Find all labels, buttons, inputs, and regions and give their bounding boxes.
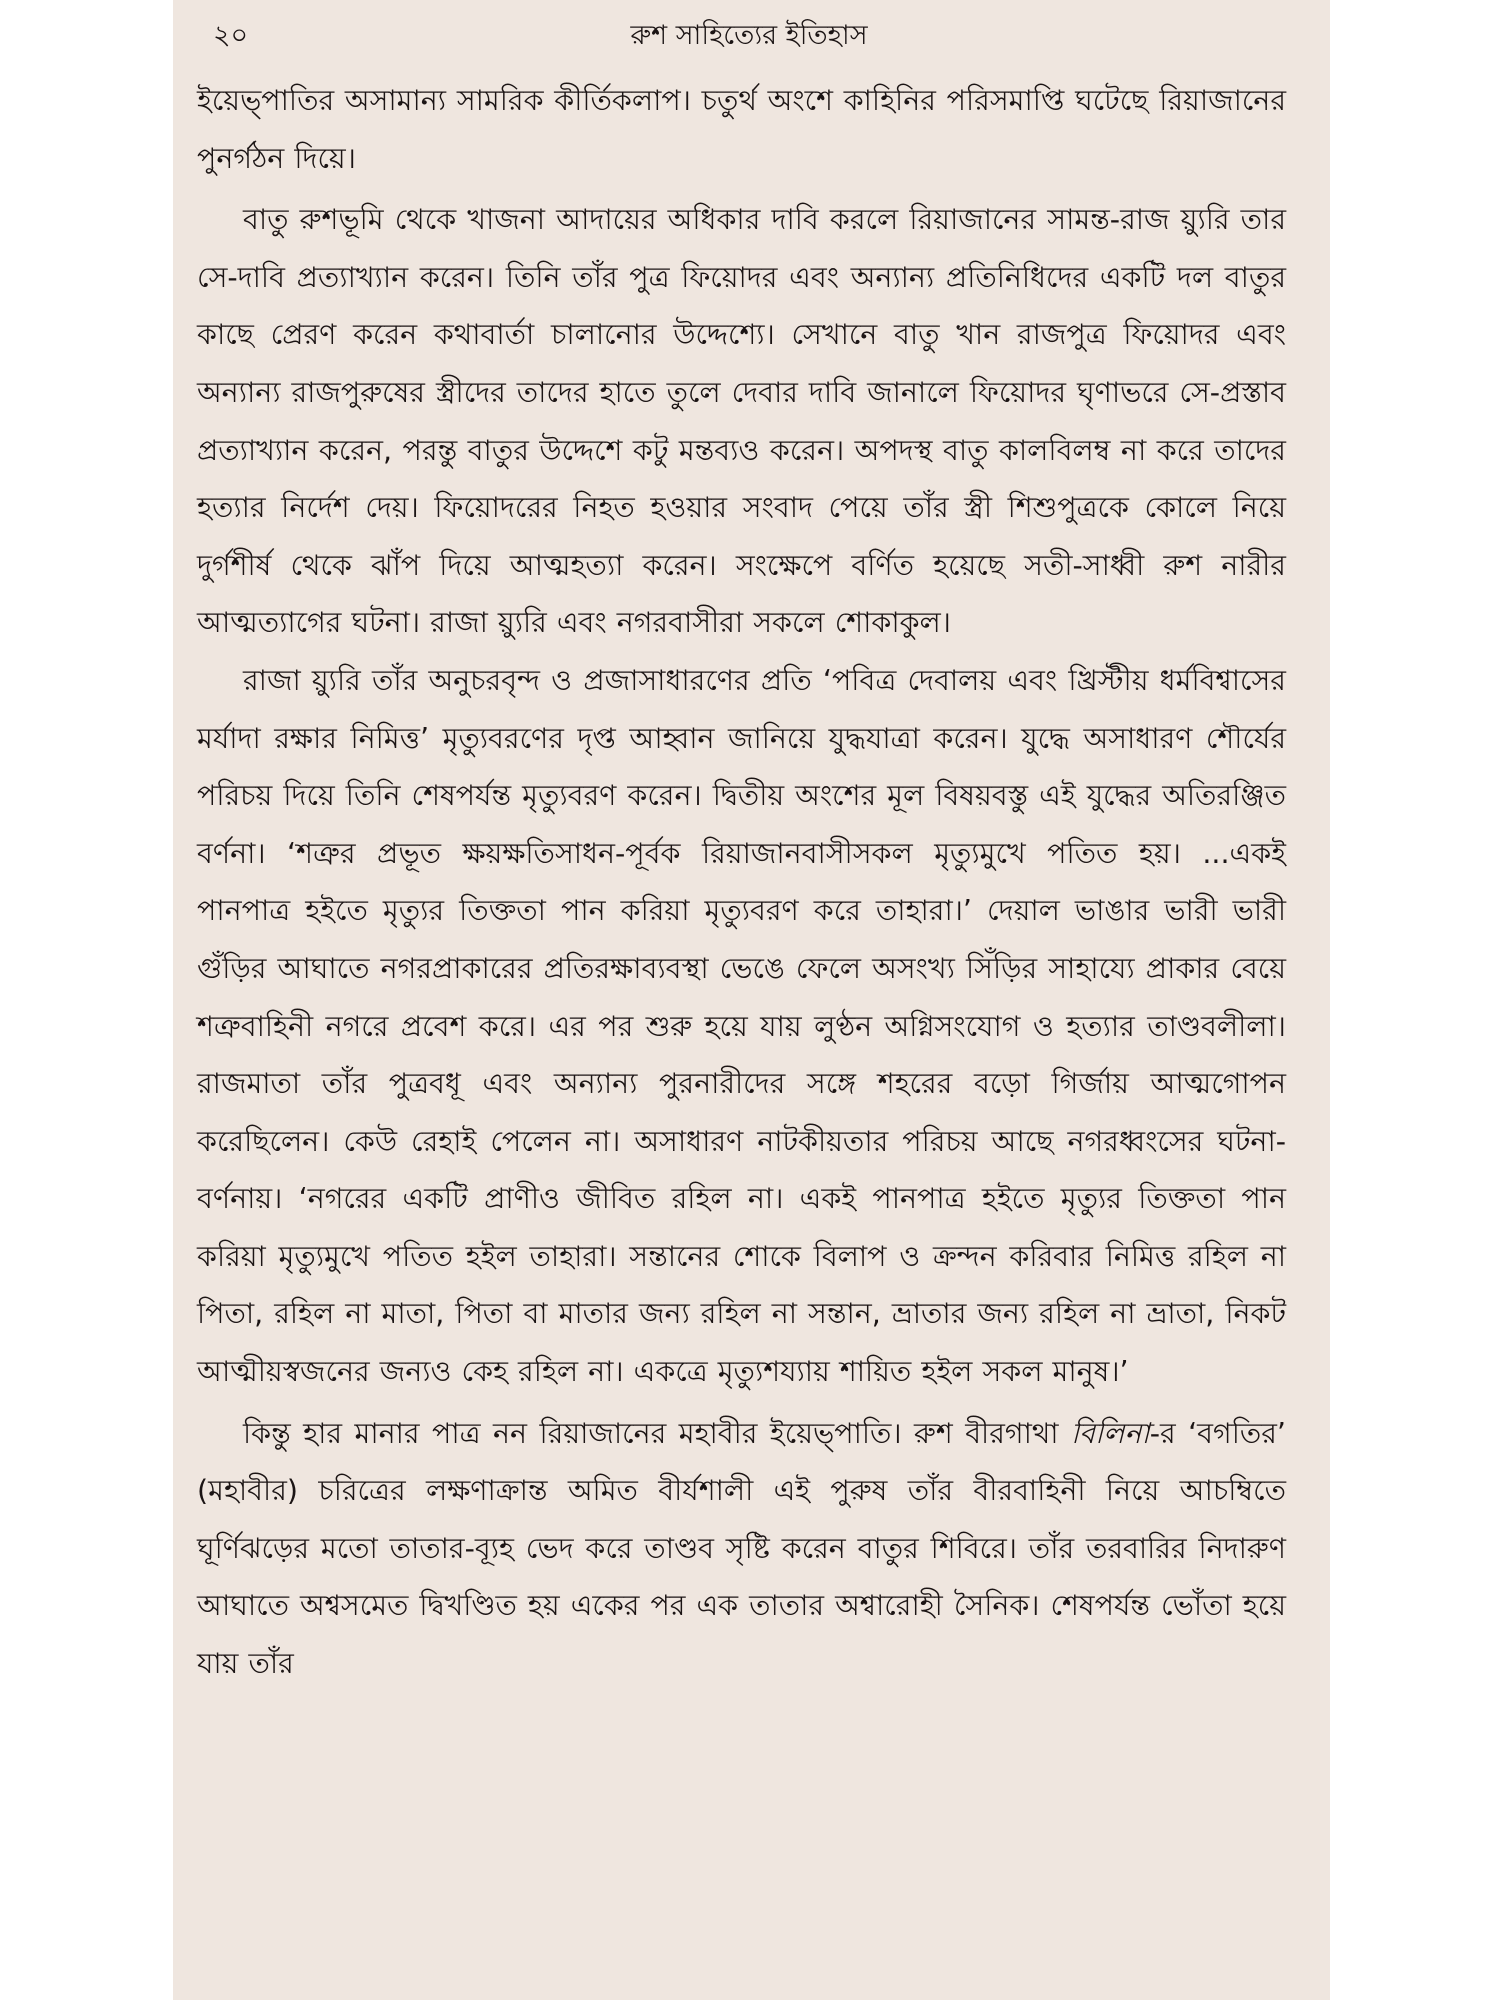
page-header	[213, 16, 1285, 72]
page-number: ২০	[213, 20, 249, 51]
paragraph-4-rest: -র ‘বগতির’ (মহাবীর) চরিত্রের লক্ষণাক্রান্ত অমিত বীর্যশালী এই পুরুষ তাঁর বীরবাহিনী নিয়ে আচম্বিতে ঘূর্ণিঝড়ের মতো তাতার-ব্যূহ ভেদ করে তাণ্ডব সৃষ্টি করেন বাতুর শিবিরে। তাঁর তরবারির নিদারুণ আঘাতে অশ্বসমেত দ্বিখণ্ডিত হয় একের পর এক তাতার অশ্বারোহী সৈনিক। শেষপর্যন্ত ভোঁতা হয়ে যায় তাঁর	[197, 1416, 1286, 1681]
running-title: রুশ সাহিত্যের ইতিহাস	[630, 20, 868, 51]
paragraph-4-start: কিন্তু হার মানার পাত্র নন রিয়াজানের মহাবীর ইয়েভ্‌পাতি। রুশ বীরগাথা	[243, 1416, 1072, 1450]
paragraph-4	[197, 1405, 1286, 1693]
paragraph-2: বাতু রুশভূমি থেকে খাজনা আদায়ের অধিকার দাবি করলে রিয়াজানের সামন্ত-রাজ য়্যুরি তার সে-দাবি প্রত্যাখ্যান করেন। তিনি তাঁর পুত্র ফিয়োদর এবং অন্যান্য প্রতিনিধিদের একটি দল বাতুর কাছে প্রেরণ করেন কথাবার্তা চালানোর উদ্দেশ্যে। সেখানে বাতু খান রাজপুত্র ফিয়োদর এবং অন্যান্য রাজপুরুষের স্ত্রীদের তাদের হাতে তুলে দেবার দাবি জানালে ফিয়োদর ঘৃণাভরে সে-প্রস্তাব প্রত্যাখ্যান করেন, পরন্তু বাতুর উদ্দেশে কটু মন্তব্যও করেন। অপদস্থ বাতু কালবিলম্ব না করে তাদের হত্যার নির্দেশ দেয়। ফিয়োদরের নিহত হওয়ার সংবাদ পেয়ে তাঁর স্ত্রী শিশুপুত্রকে কোলে নিয়ে দুর্গশীর্ষ থেকে ঝাঁপ দিয়ে আত্মহত্যা করেন। সংক্ষেপে বর্ণিত হয়েছে সতী-সাধ্বী রুশ নারীর আত্মত্যাগের ঘটনা। রাজা য়্যুরি এবং নগরবাসীরা সকলে শোকাকুল।	[197, 203, 1286, 640]
book-page	[173, 0, 1330, 2000]
page-body	[197, 72, 1286, 1693]
paragraph-1: ইয়েভ্‌পাতির অসামান্য সামরিক কীর্তিকলাপ। চতুর্থ অংশে কাহিনির পরিসমাপ্তি ঘটেছে রিয়াজানের পুনর্গঠন দিয়ে।	[197, 84, 1286, 175]
italic-title-bilina: বিলিনা	[1071, 1416, 1150, 1450]
paragraph-3: রাজা য়্যুরি তাঁর অনুচরবৃন্দ ও প্রজাসাধারণের প্রতি ‘পবিত্র দেবালয় এবং খ্রিস্টীয় ধর্মবিশ্বাসের মর্যাদা রক্ষার নিমিত্ত’ মৃত্যুবরণের দৃপ্ত আহ্বান জানিয়ে যুদ্ধযাত্রা করেন। যুদ্ধে অসাধারণ শৌর্যের পরিচয় দিয়ে তিনি শেষপর্যন্ত মৃত্যুবরণ করেন। দ্বিতীয় অংশের মূল বিষয়বস্তু এই যুদ্ধের অতিরঞ্জিত বর্ণনা। ‘শত্রুর প্রভূত ক্ষয়ক্ষতিসাধন-পূর্বক রিয়াজানবাসীসকল মৃত্যুমুখে পতিত হয়। ...একই পানপাত্র হইতে মৃত্যুর তিক্ততা পান করিয়া মৃত্যুবরণ করে তাহারা।’ দেয়াল ভাঙার ভারী ভারী গুঁড়ির আঘাতে নগরপ্রাকারের প্রতিরক্ষাব্যবস্থা ভেঙে ফেলে অসংখ্য সিঁড়ির সাহায্যে প্রাকার বেয়ে শত্রুবাহিনী নগরে প্রবেশ করে। এর পর শুরু হয়ে যায় লুণ্ঠন অগ্নিসংযোগ ও হত্যার তাণ্ডবলীলা। রাজমাতা তাঁর পুত্রবধূ এবং অন্যান্য পুরনারীদের সঙ্গে শহরের বড়ো গির্জায় আত্মগোপন করেছিলেন। কেউ রেহাই পেলেন না। অসাধারণ নাটকীয়তার পরিচয় আছে নগরধ্বংসের ঘটনা-বর্ণনায়। ‘নগরের একটি প্রাণীও জীবিত রহিল না। একই পানপাত্র হইতে মৃত্যুর তিক্ততা পান করিয়া মৃত্যুমুখে পতিত হইল তাহারা। সন্তানের শোকে বিলাপ ও ক্রন্দন করিবার নিমিত্ত রহিল না পিতা, রহিল না মাতা, পিতা বা মাতার জন্য রহিল না সন্তান, ভ্রাতার জন্য রহিল না ভ্রাতা, নিকট আত্মীয়স্বজনের জন্যও কেহ রহিল না। একত্রে মৃত্যুশয্যায় শায়িত হইল সকল মানুষ।’	[197, 663, 1286, 1389]
